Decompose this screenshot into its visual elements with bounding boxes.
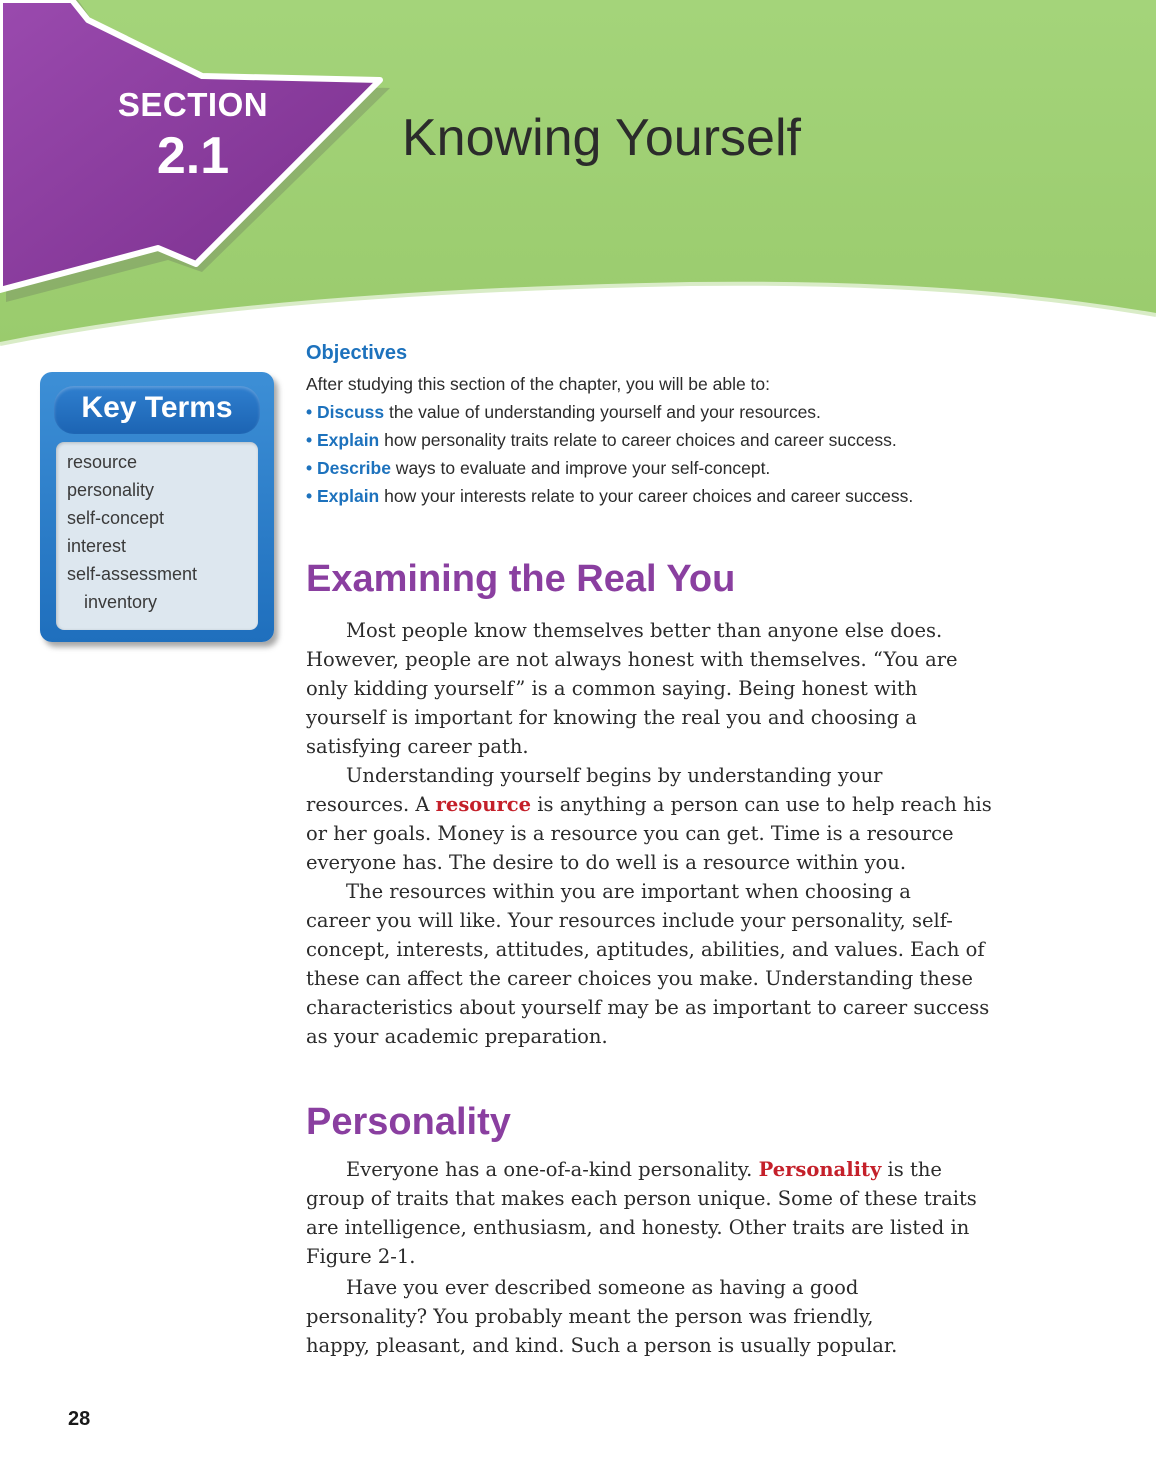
text-line: Understanding yourself begins by understanding your: [346, 764, 883, 787]
text-line: only kidding yourself” is a common saying. Being honest with: [306, 677, 918, 700]
text-line: everyone has. The desire to do well is a resource within you.: [306, 851, 907, 874]
paragraph-3: [306, 877, 996, 1051]
section-number: 2.1: [156, 127, 230, 185]
key-term-item: self-concept: [67, 508, 165, 528]
key-term-item: interest: [67, 536, 127, 556]
bullet-icon: •: [306, 486, 317, 506]
key-terms-list: [56, 442, 258, 630]
key-term-item: self-assessment: [67, 564, 198, 584]
text-line: these can affect the career choices you make. Understanding these: [306, 967, 973, 990]
text-line: personality? You probably meant the person was friendly,: [306, 1305, 874, 1328]
objectives-heading: Objectives: [306, 342, 408, 364]
text-line: However, people are not always honest with themselves. “You are: [306, 648, 958, 671]
paragraph-2: [306, 761, 996, 877]
bullet-icon: •: [306, 458, 317, 478]
text-line: Figure 2-1.: [306, 1245, 416, 1268]
text-segment: is the: [881, 1158, 942, 1181]
text-line: The resources within you are important when choosing a: [346, 880, 911, 903]
key-terms-panel: [40, 372, 274, 644]
text-line: Have you ever described someone as having a good: [346, 1276, 859, 1299]
header-banner: [0, 0, 1156, 380]
text-line: concept, interests, attitudes, aptitudes, abilities, and values. Each of: [306, 938, 985, 961]
text-line: are intelligence, enthusiasm, and honesty. Other traits are listed in: [306, 1216, 970, 1239]
objective-text: how personality traits relate to career choices and career success.: [379, 430, 897, 450]
text-line: yourself is important for knowing the real you and choosing a: [306, 706, 917, 729]
objective-item: [306, 458, 770, 479]
key-term-personality: Personality: [758, 1158, 882, 1181]
key-terms-title-bar: [54, 386, 260, 434]
objective-item: [306, 430, 897, 451]
paragraph-1: [306, 616, 996, 761]
page-title: Knowing Yourself: [402, 109, 801, 167]
text-segment: resources. A: [306, 793, 436, 816]
objective-item: [306, 402, 821, 423]
text-line: group of traits that makes each person unique. Some of these traits: [306, 1187, 977, 1210]
bullet-icon: •: [306, 402, 317, 422]
key-term-item: resource: [67, 452, 138, 472]
text-segment: Everyone has a one-of-a-kind personality.: [346, 1158, 759, 1181]
paragraph-5: [306, 1273, 996, 1360]
objective-item: [306, 486, 913, 507]
section-label: SECTION: [117, 86, 269, 123]
key-term-item: personality: [67, 480, 155, 500]
objective-text: the value of understanding yourself and your resources.: [384, 402, 821, 422]
text-line: happy, pleasant, and kind. Such a person is usually popular.: [306, 1334, 898, 1357]
text-line: characteristics about yourself may be as important to career success: [306, 996, 990, 1019]
paragraph-4: [306, 1155, 996, 1271]
text-line: [306, 790, 996, 819]
objective-text: how your interests relate to your career choices and career success.: [379, 486, 914, 506]
key-term-item: inventory: [84, 592, 158, 612]
objective-verb: Explain: [317, 430, 380, 450]
text-line: as your academic preparation.: [306, 1025, 608, 1048]
text-line: or her goals. Money is a resource you can get. Time is a resource: [306, 822, 954, 845]
objective-verb: Explain: [317, 486, 380, 506]
objective-text: ways to evaluate and improve your self-concept.: [390, 458, 771, 478]
text-line: satisfying career path.: [306, 735, 529, 758]
text-segment: is anything a person can use to help reach his: [531, 793, 992, 816]
text-line: career you will like. Your resources include your personality, self-: [306, 909, 953, 932]
key-terms-title: Key Terms: [81, 391, 233, 424]
section-heading-personality: Personality: [306, 1101, 511, 1143]
bullet-icon: •: [306, 430, 317, 450]
text-line: [306, 1155, 996, 1184]
objective-verb: Discuss: [317, 402, 385, 422]
page-number: 28: [68, 1408, 91, 1430]
section-heading-examining: Examining the Real You: [306, 558, 736, 600]
text-line: Most people know themselves better than anyone else does.: [346, 619, 943, 642]
objective-verb: Describe: [317, 458, 391, 478]
objectives-intro: After studying this section of the chapter, you will be able to:: [306, 374, 771, 394]
key-term-resource: resource: [435, 793, 532, 816]
